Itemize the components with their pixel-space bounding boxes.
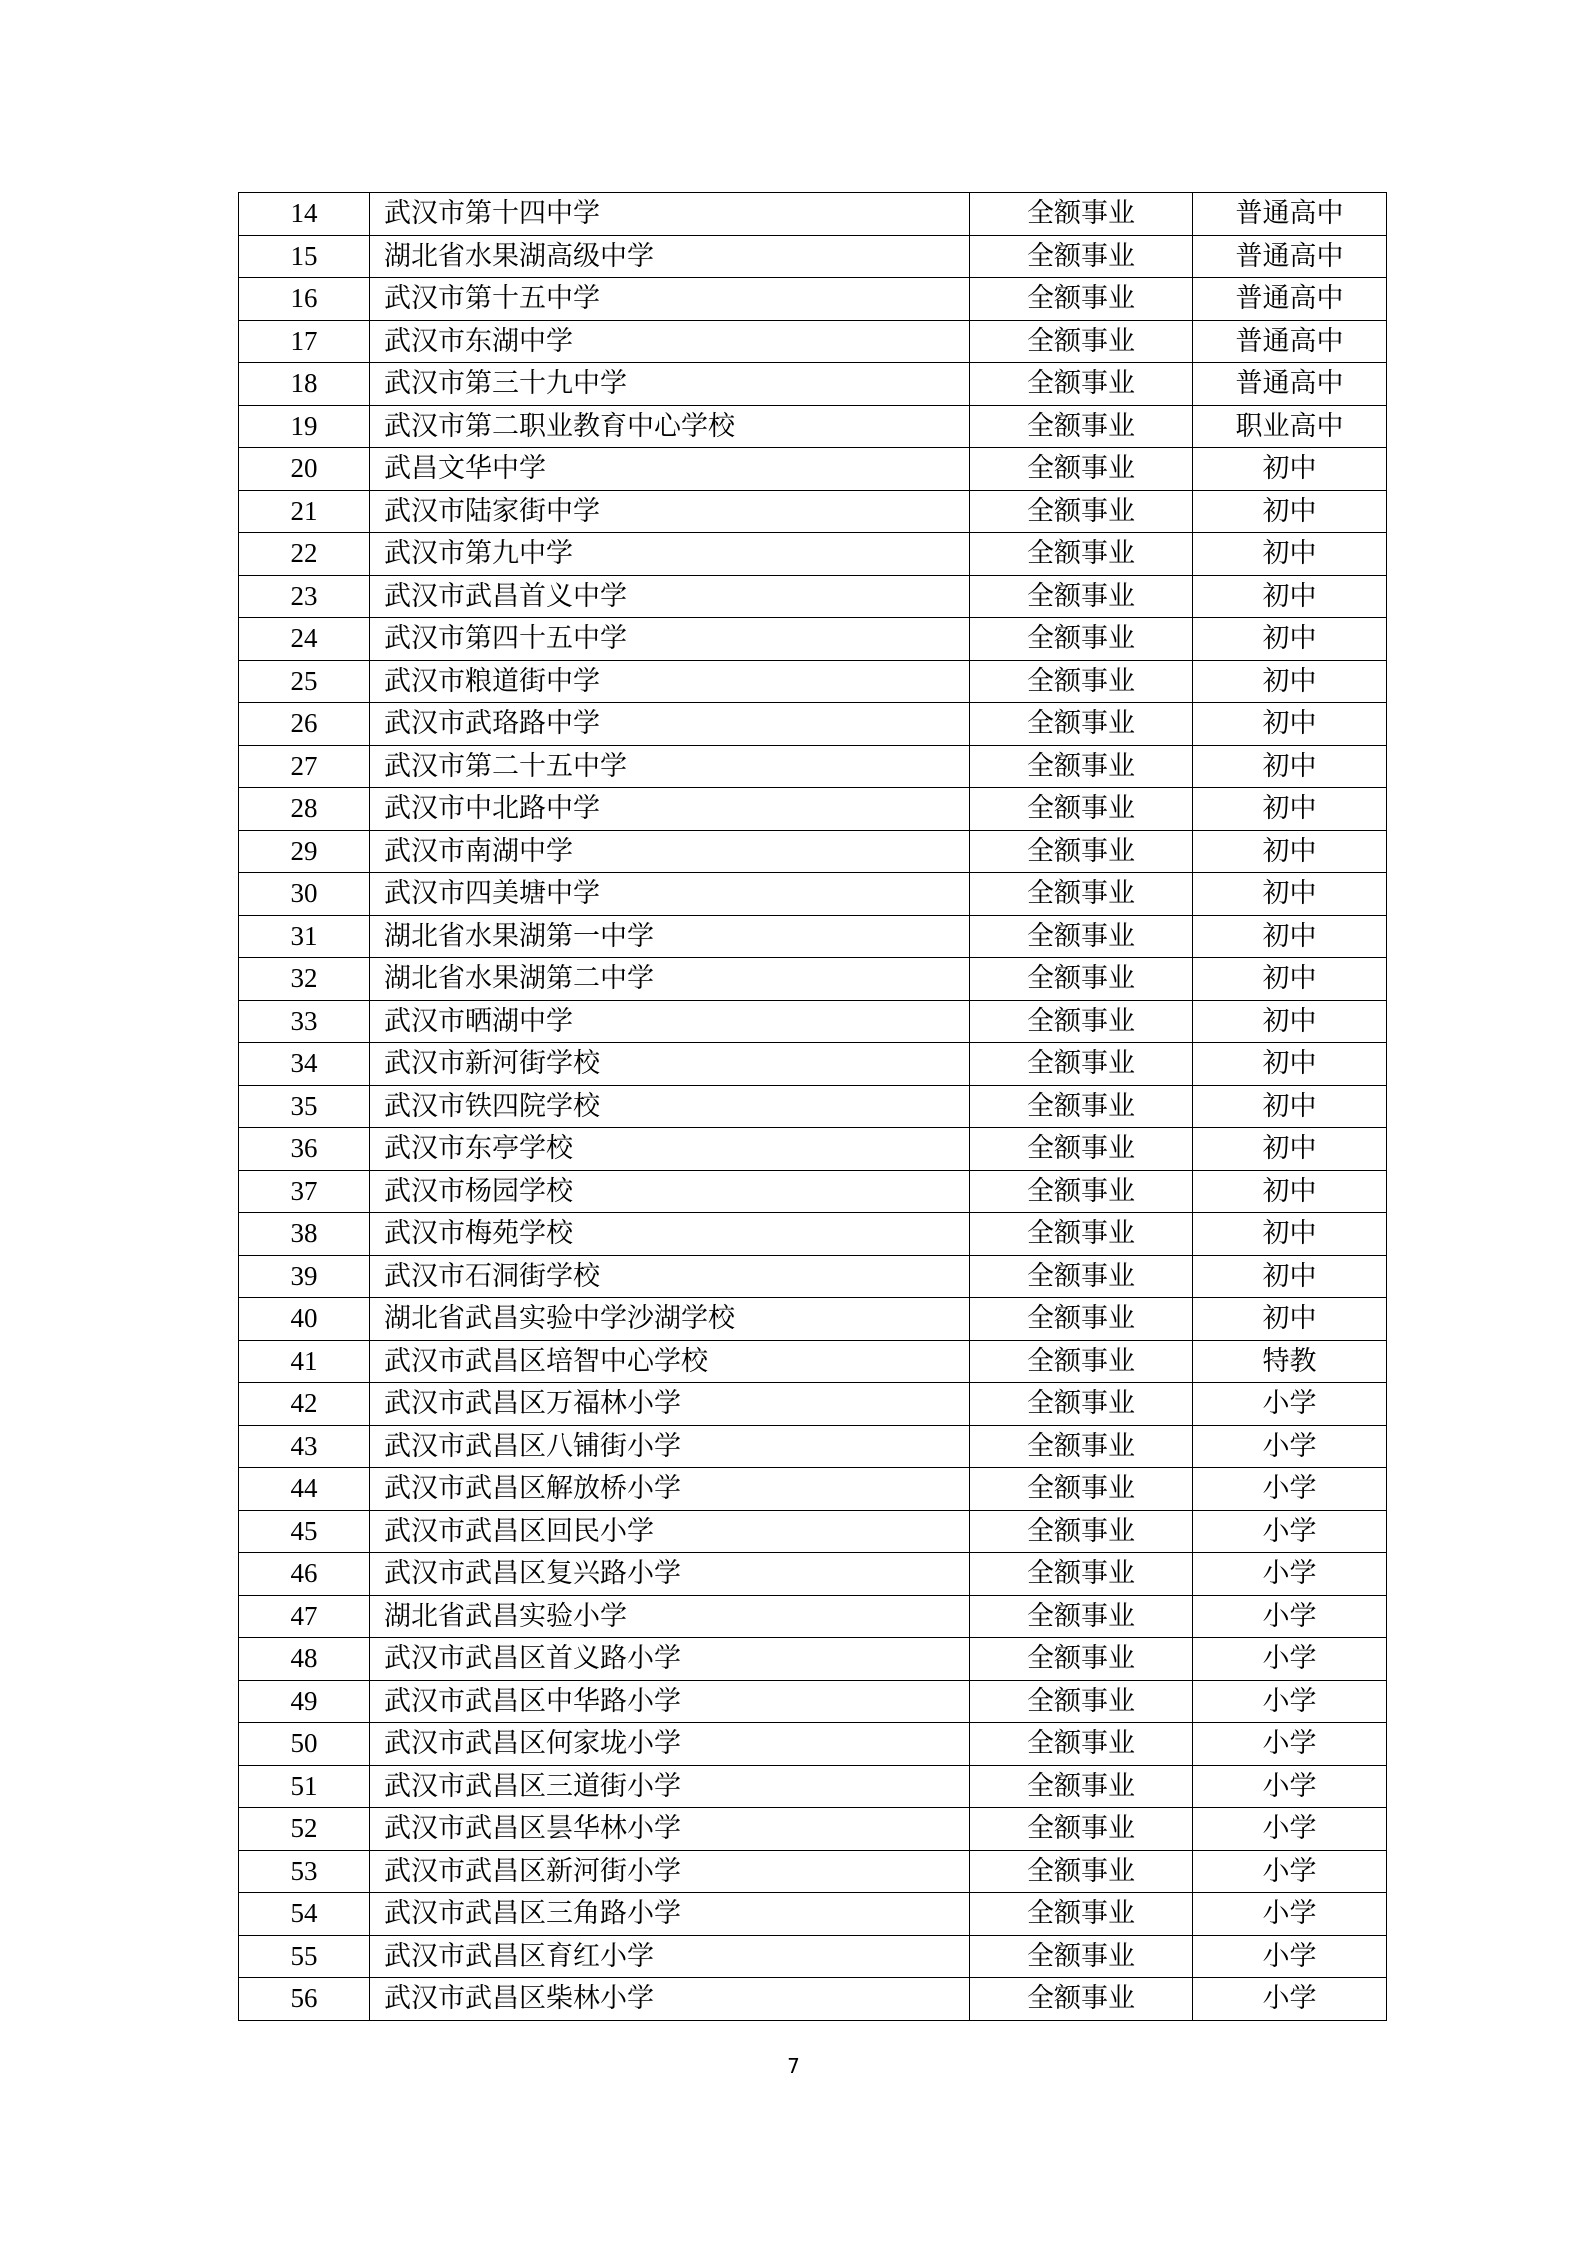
row-number-cell: 15 — [239, 235, 370, 278]
table-row — [239, 873, 1387, 916]
school-category-cell: 小学 — [1193, 1510, 1387, 1553]
school-name-cell: 武汉市武昌区昙华林小学 — [370, 1808, 970, 1851]
school-name-cell: 武汉市武昌区新河街小学 — [370, 1850, 970, 1893]
school-category-cell: 普通高中 — [1193, 320, 1387, 363]
school-category-cell: 初中 — [1193, 575, 1387, 618]
table-row — [239, 235, 1387, 278]
school-category-cell: 初中 — [1193, 830, 1387, 873]
table-row — [239, 1723, 1387, 1766]
school-category-cell: 初中 — [1193, 448, 1387, 491]
school-category-cell: 普通高中 — [1193, 235, 1387, 278]
funding-type-cell: 全额事业 — [970, 278, 1193, 321]
row-number-cell: 47 — [239, 1595, 370, 1638]
school-name-cell: 武汉市武珞路中学 — [370, 703, 970, 746]
school-category-cell: 普通高中 — [1193, 278, 1387, 321]
table-row — [239, 193, 1387, 236]
row-number-cell: 51 — [239, 1765, 370, 1808]
table-row — [239, 278, 1387, 321]
school-name-cell: 湖北省水果湖第二中学 — [370, 958, 970, 1001]
school-category-cell: 初中 — [1193, 1128, 1387, 1171]
school-category-cell: 初中 — [1193, 1255, 1387, 1298]
school-name-cell: 湖北省水果湖高级中学 — [370, 235, 970, 278]
row-number-cell: 34 — [239, 1043, 370, 1086]
school-category-cell: 初中 — [1193, 1170, 1387, 1213]
row-number-cell: 23 — [239, 575, 370, 618]
table-body — [239, 193, 1387, 2021]
row-number-cell: 40 — [239, 1298, 370, 1341]
row-number-cell: 21 — [239, 490, 370, 533]
funding-type-cell: 全额事业 — [970, 1765, 1193, 1808]
school-category-cell: 小学 — [1193, 1723, 1387, 1766]
table-row — [239, 490, 1387, 533]
funding-type-cell: 全额事业 — [970, 1043, 1193, 1086]
table-row — [239, 1510, 1387, 1553]
school-name-cell: 武汉市晒湖中学 — [370, 1000, 970, 1043]
school-name-cell: 武汉市武昌区育红小学 — [370, 1935, 970, 1978]
school-category-cell: 小学 — [1193, 1553, 1387, 1596]
row-number-cell: 52 — [239, 1808, 370, 1851]
table-row — [239, 1213, 1387, 1256]
school-category-cell: 初中 — [1193, 915, 1387, 958]
row-number-cell: 37 — [239, 1170, 370, 1213]
row-number-cell: 26 — [239, 703, 370, 746]
row-number-cell: 56 — [239, 1978, 370, 2021]
table-row — [239, 1383, 1387, 1426]
row-number-cell: 38 — [239, 1213, 370, 1256]
table-row — [239, 1170, 1387, 1213]
funding-type-cell: 全额事业 — [970, 1638, 1193, 1681]
school-name-cell: 武汉市第十四中学 — [370, 193, 970, 236]
funding-type-cell: 全额事业 — [970, 618, 1193, 661]
funding-type-cell: 全额事业 — [970, 1425, 1193, 1468]
row-number-cell: 17 — [239, 320, 370, 363]
funding-type-cell: 全额事业 — [970, 703, 1193, 746]
row-number-cell: 27 — [239, 745, 370, 788]
school-name-cell: 武汉市第十五中学 — [370, 278, 970, 321]
school-category-cell: 初中 — [1193, 533, 1387, 576]
school-name-cell: 武汉市第三十九中学 — [370, 363, 970, 406]
school-name-cell: 武汉市武昌区培智中心学校 — [370, 1340, 970, 1383]
school-name-cell: 武汉市铁四院学校 — [370, 1085, 970, 1128]
school-name-cell: 武汉市武昌区柴林小学 — [370, 1978, 970, 2021]
row-number-cell: 20 — [239, 448, 370, 491]
row-number-cell: 32 — [239, 958, 370, 1001]
table-row — [239, 1340, 1387, 1383]
school-name-cell: 武汉市第九中学 — [370, 533, 970, 576]
school-name-cell: 湖北省水果湖第一中学 — [370, 915, 970, 958]
table-row — [239, 1638, 1387, 1681]
school-category-cell: 小学 — [1193, 1978, 1387, 2021]
table-row — [239, 788, 1387, 831]
table-row — [239, 1808, 1387, 1851]
funding-type-cell: 全额事业 — [970, 1595, 1193, 1638]
school-list-table — [238, 192, 1387, 2021]
school-category-cell: 初中 — [1193, 660, 1387, 703]
table-row — [239, 1255, 1387, 1298]
funding-type-cell: 全额事业 — [970, 1808, 1193, 1851]
funding-type-cell: 全额事业 — [970, 235, 1193, 278]
school-category-cell: 初中 — [1193, 958, 1387, 1001]
row-number-cell: 39 — [239, 1255, 370, 1298]
row-number-cell: 29 — [239, 830, 370, 873]
table-row — [239, 1850, 1387, 1893]
funding-type-cell: 全额事业 — [970, 1000, 1193, 1043]
school-category-cell: 初中 — [1193, 745, 1387, 788]
school-name-cell: 武汉市武昌区中华路小学 — [370, 1680, 970, 1723]
table-row — [239, 1468, 1387, 1511]
table-row — [239, 1978, 1387, 2021]
row-number-cell: 55 — [239, 1935, 370, 1978]
funding-type-cell: 全额事业 — [970, 490, 1193, 533]
funding-type-cell: 全额事业 — [970, 1723, 1193, 1766]
funding-type-cell: 全额事业 — [970, 1255, 1193, 1298]
table-row — [239, 1765, 1387, 1808]
row-number-cell: 16 — [239, 278, 370, 321]
row-number-cell: 41 — [239, 1340, 370, 1383]
school-category-cell: 普通高中 — [1193, 193, 1387, 236]
row-number-cell: 45 — [239, 1510, 370, 1553]
row-number-cell: 50 — [239, 1723, 370, 1766]
table-row — [239, 448, 1387, 491]
school-name-cell: 武汉市东湖中学 — [370, 320, 970, 363]
table-row — [239, 363, 1387, 406]
funding-type-cell: 全额事业 — [970, 1510, 1193, 1553]
table-row — [239, 1043, 1387, 1086]
table-row — [239, 533, 1387, 576]
funding-type-cell: 全额事业 — [970, 405, 1193, 448]
funding-type-cell: 全额事业 — [970, 873, 1193, 916]
row-number-cell: 14 — [239, 193, 370, 236]
school-name-cell: 武汉市武昌区八铺街小学 — [370, 1425, 970, 1468]
funding-type-cell: 全额事业 — [970, 660, 1193, 703]
school-category-cell: 小学 — [1193, 1935, 1387, 1978]
row-number-cell: 49 — [239, 1680, 370, 1723]
school-name-cell: 武汉市武昌区三道街小学 — [370, 1765, 970, 1808]
school-name-cell: 武汉市梅苑学校 — [370, 1213, 970, 1256]
table-row — [239, 915, 1387, 958]
school-category-cell: 小学 — [1193, 1383, 1387, 1426]
row-number-cell: 35 — [239, 1085, 370, 1128]
school-category-cell: 初中 — [1193, 618, 1387, 661]
row-number-cell: 31 — [239, 915, 370, 958]
school-name-cell: 武汉市四美塘中学 — [370, 873, 970, 916]
school-name-cell: 武汉市粮道街中学 — [370, 660, 970, 703]
school-category-cell: 特教 — [1193, 1340, 1387, 1383]
table-row — [239, 958, 1387, 1001]
school-name-cell: 武汉市武昌首义中学 — [370, 575, 970, 618]
table-row — [239, 1000, 1387, 1043]
row-number-cell: 30 — [239, 873, 370, 916]
row-number-cell: 42 — [239, 1383, 370, 1426]
school-name-cell: 湖北省武昌实验小学 — [370, 1595, 970, 1638]
funding-type-cell: 全额事业 — [970, 533, 1193, 576]
funding-type-cell: 全额事业 — [970, 1298, 1193, 1341]
funding-type-cell: 全额事业 — [970, 788, 1193, 831]
school-name-cell: 武汉市中北路中学 — [370, 788, 970, 831]
funding-type-cell: 全额事业 — [970, 1213, 1193, 1256]
school-name-cell: 武汉市第二职业教育中心学校 — [370, 405, 970, 448]
school-name-cell: 湖北省武昌实验中学沙湖学校 — [370, 1298, 970, 1341]
funding-type-cell: 全额事业 — [970, 1170, 1193, 1213]
funding-type-cell: 全额事业 — [970, 1340, 1193, 1383]
funding-type-cell: 全额事业 — [970, 1553, 1193, 1596]
funding-type-cell: 全额事业 — [970, 745, 1193, 788]
funding-type-cell: 全额事业 — [970, 1893, 1193, 1936]
funding-type-cell: 全额事业 — [970, 575, 1193, 618]
row-number-cell: 25 — [239, 660, 370, 703]
funding-type-cell: 全额事业 — [970, 830, 1193, 873]
school-name-cell: 武汉市陆家街中学 — [370, 490, 970, 533]
funding-type-cell: 全额事业 — [970, 448, 1193, 491]
table-row — [239, 830, 1387, 873]
school-category-cell: 初中 — [1193, 1000, 1387, 1043]
school-category-cell: 小学 — [1193, 1680, 1387, 1723]
table-row — [239, 1128, 1387, 1171]
school-category-cell: 小学 — [1193, 1850, 1387, 1893]
table-row — [239, 405, 1387, 448]
school-name-cell: 武汉市武昌区万福林小学 — [370, 1383, 970, 1426]
school-category-cell: 职业高中 — [1193, 405, 1387, 448]
row-number-cell: 46 — [239, 1553, 370, 1596]
row-number-cell: 44 — [239, 1468, 370, 1511]
row-number-cell: 54 — [239, 1893, 370, 1936]
school-name-cell: 武汉市武昌区何家垅小学 — [370, 1723, 970, 1766]
funding-type-cell: 全额事业 — [970, 1935, 1193, 1978]
row-number-cell: 48 — [239, 1638, 370, 1681]
school-name-cell: 武汉市新河街学校 — [370, 1043, 970, 1086]
table-row — [239, 575, 1387, 618]
funding-type-cell: 全额事业 — [970, 1128, 1193, 1171]
school-category-cell: 初中 — [1193, 1213, 1387, 1256]
table-row — [239, 1553, 1387, 1596]
table-row — [239, 1425, 1387, 1468]
row-number-cell: 19 — [239, 405, 370, 448]
table-row — [239, 1893, 1387, 1936]
school-category-cell: 初中 — [1193, 1085, 1387, 1128]
school-category-cell: 小学 — [1193, 1808, 1387, 1851]
table-row — [239, 1935, 1387, 1978]
funding-type-cell: 全额事业 — [970, 320, 1193, 363]
table-row — [239, 703, 1387, 746]
school-category-cell: 小学 — [1193, 1595, 1387, 1638]
school-name-cell: 武汉市东亭学校 — [370, 1128, 970, 1171]
school-name-cell: 武汉市石洞街学校 — [370, 1255, 970, 1298]
table-row — [239, 1085, 1387, 1128]
row-number-cell: 24 — [239, 618, 370, 661]
school-name-cell: 武汉市武昌区三角路小学 — [370, 1893, 970, 1936]
table-row — [239, 745, 1387, 788]
funding-type-cell: 全额事业 — [970, 363, 1193, 406]
school-category-cell: 初中 — [1193, 490, 1387, 533]
school-category-cell: 初中 — [1193, 703, 1387, 746]
school-name-cell: 武汉市第二十五中学 — [370, 745, 970, 788]
table-row — [239, 1680, 1387, 1723]
row-number-cell: 36 — [239, 1128, 370, 1171]
school-name-cell: 武汉市武昌区复兴路小学 — [370, 1553, 970, 1596]
funding-type-cell: 全额事业 — [970, 193, 1193, 236]
school-name-cell: 武汉市武昌区回民小学 — [370, 1510, 970, 1553]
school-category-cell: 初中 — [1193, 788, 1387, 831]
school-name-cell: 武汉市南湖中学 — [370, 830, 970, 873]
table-row — [239, 320, 1387, 363]
page-number: 7 — [787, 2054, 800, 2078]
school-category-cell: 小学 — [1193, 1425, 1387, 1468]
funding-type-cell: 全额事业 — [970, 1468, 1193, 1511]
table-row — [239, 618, 1387, 661]
table-row — [239, 1298, 1387, 1341]
row-number-cell: 33 — [239, 1000, 370, 1043]
school-category-cell: 小学 — [1193, 1765, 1387, 1808]
funding-type-cell: 全额事业 — [970, 1085, 1193, 1128]
school-category-cell: 普通高中 — [1193, 363, 1387, 406]
row-number-cell: 53 — [239, 1850, 370, 1893]
funding-type-cell: 全额事业 — [970, 1680, 1193, 1723]
school-category-cell: 小学 — [1193, 1893, 1387, 1936]
school-category-cell: 初中 — [1193, 1298, 1387, 1341]
funding-type-cell: 全额事业 — [970, 915, 1193, 958]
funding-type-cell: 全额事业 — [970, 1850, 1193, 1893]
row-number-cell: 22 — [239, 533, 370, 576]
school-name-cell: 武汉市第四十五中学 — [370, 618, 970, 661]
table-row — [239, 660, 1387, 703]
school-name-cell: 武汉市武昌区首义路小学 — [370, 1638, 970, 1681]
row-number-cell: 28 — [239, 788, 370, 831]
row-number-cell: 43 — [239, 1425, 370, 1468]
school-category-cell: 小学 — [1193, 1638, 1387, 1681]
school-category-cell: 初中 — [1193, 873, 1387, 916]
school-name-cell: 武昌文华中学 — [370, 448, 970, 491]
school-name-cell: 武汉市武昌区解放桥小学 — [370, 1468, 970, 1511]
school-category-cell: 小学 — [1193, 1468, 1387, 1511]
school-category-cell: 初中 — [1193, 1043, 1387, 1086]
table-row — [239, 1595, 1387, 1638]
funding-type-cell: 全额事业 — [970, 958, 1193, 1001]
funding-type-cell: 全额事业 — [970, 1383, 1193, 1426]
school-name-cell: 武汉市杨园学校 — [370, 1170, 970, 1213]
funding-type-cell: 全额事业 — [970, 1978, 1193, 2021]
row-number-cell: 18 — [239, 363, 370, 406]
